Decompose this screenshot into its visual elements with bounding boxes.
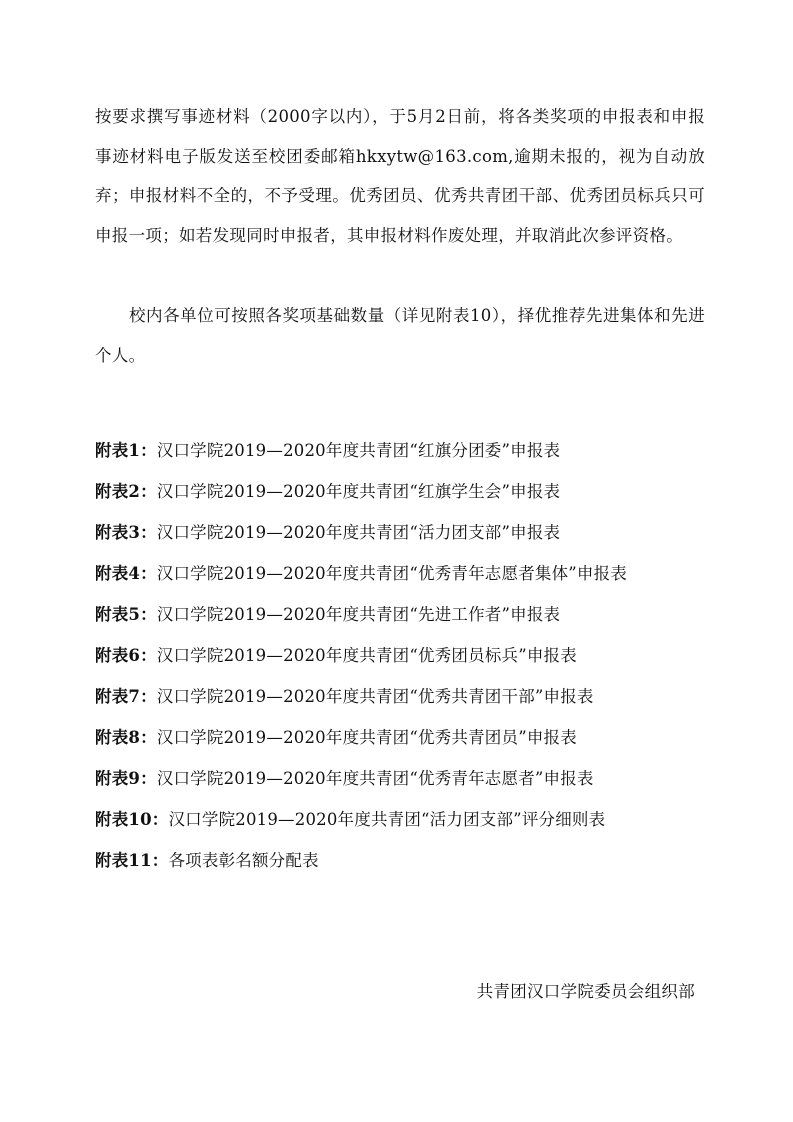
attachment-item <box>95 799 735 840</box>
attachment-label: 附表7： <box>95 687 157 706</box>
attachment-title: 汉口学院2019—2020年度共青团“优秀青年志愿者集体”申报表 <box>156 564 628 583</box>
attachment-item <box>95 717 735 758</box>
attachment-title: 汉口学院2019—2020年度共青团“先进工作者”申报表 <box>156 605 561 624</box>
attachment-label: 附表2： <box>95 482 157 501</box>
attachment-title: 汉口学院2019—2020年度共青团“优秀共青团员”申报表 <box>156 728 577 747</box>
attachment-item <box>95 840 735 881</box>
attachment-title: 汉口学院2019—2020年度共青团“活力团支部”评分细则表 <box>168 810 606 829</box>
attachment-title: 汉口学院2019—2020年度共青团“优秀共青团干部”申报表 <box>156 687 594 706</box>
attachment-item <box>95 553 735 594</box>
attachment-title: 汉口学院2019—2020年度共青团“红旗学生会”申报表 <box>156 482 561 501</box>
attachment-item <box>95 594 735 635</box>
attachment-item <box>95 676 735 717</box>
attachment-title: 汉口学院2019—2020年度共青团“活力团支部”申报表 <box>156 523 561 542</box>
attachment-item <box>95 635 735 676</box>
attachment-label: 附表4： <box>95 564 157 583</box>
attachment-item <box>95 512 735 553</box>
attachment-title: 汉口学院2019—2020年度共青团“优秀团员标兵”申报表 <box>156 646 577 665</box>
attachment-title: 各项表彰名额分配表 <box>168 851 319 870</box>
attachment-label: 附表11： <box>95 851 169 870</box>
attachment-label: 附表5： <box>95 605 157 624</box>
recommendation-paragraph: 校内各单位可按照各奖项基础数量（详见附表10），择优推荐先进集体和先进个人。 <box>95 306 705 365</box>
attachment-label: 附表3： <box>95 523 157 542</box>
attachment-label: 附表10： <box>95 810 169 829</box>
attachment-list <box>95 430 735 881</box>
attachment-item <box>95 471 735 512</box>
attachment-label: 附表9： <box>95 769 157 788</box>
attachment-label: 附表8： <box>95 728 157 747</box>
submission-instructions-paragraph: 按要求撰写事迹材料（2000字以内），于5月2日前，将各类奖项的申报表和申报事迹材料电子版发送至校团委邮箱hkxytw@163.com,逾期未报的，视为自动放弃；申报材料不全的，不予受理。优秀团员、优秀共青团干部、优秀团员标兵只可申报一项；如若发现同时申报者，其申报材料作废处理，并取消此次参评资格。 <box>95 107 705 245</box>
attachment-title: 汉口学院2019—2020年度共青团“红旗分团委”申报表 <box>156 441 561 460</box>
attachment-title: 汉口学院2019—2020年度共青团“优秀青年志愿者”申报表 <box>156 769 594 788</box>
attachment-label: 附表6： <box>95 646 157 665</box>
attachment-item <box>95 430 735 471</box>
issuer-signature: 共青团汉口学院委员会组织部 <box>476 982 695 1001</box>
attachment-item <box>95 758 735 799</box>
attachment-label: 附表1： <box>95 441 157 460</box>
